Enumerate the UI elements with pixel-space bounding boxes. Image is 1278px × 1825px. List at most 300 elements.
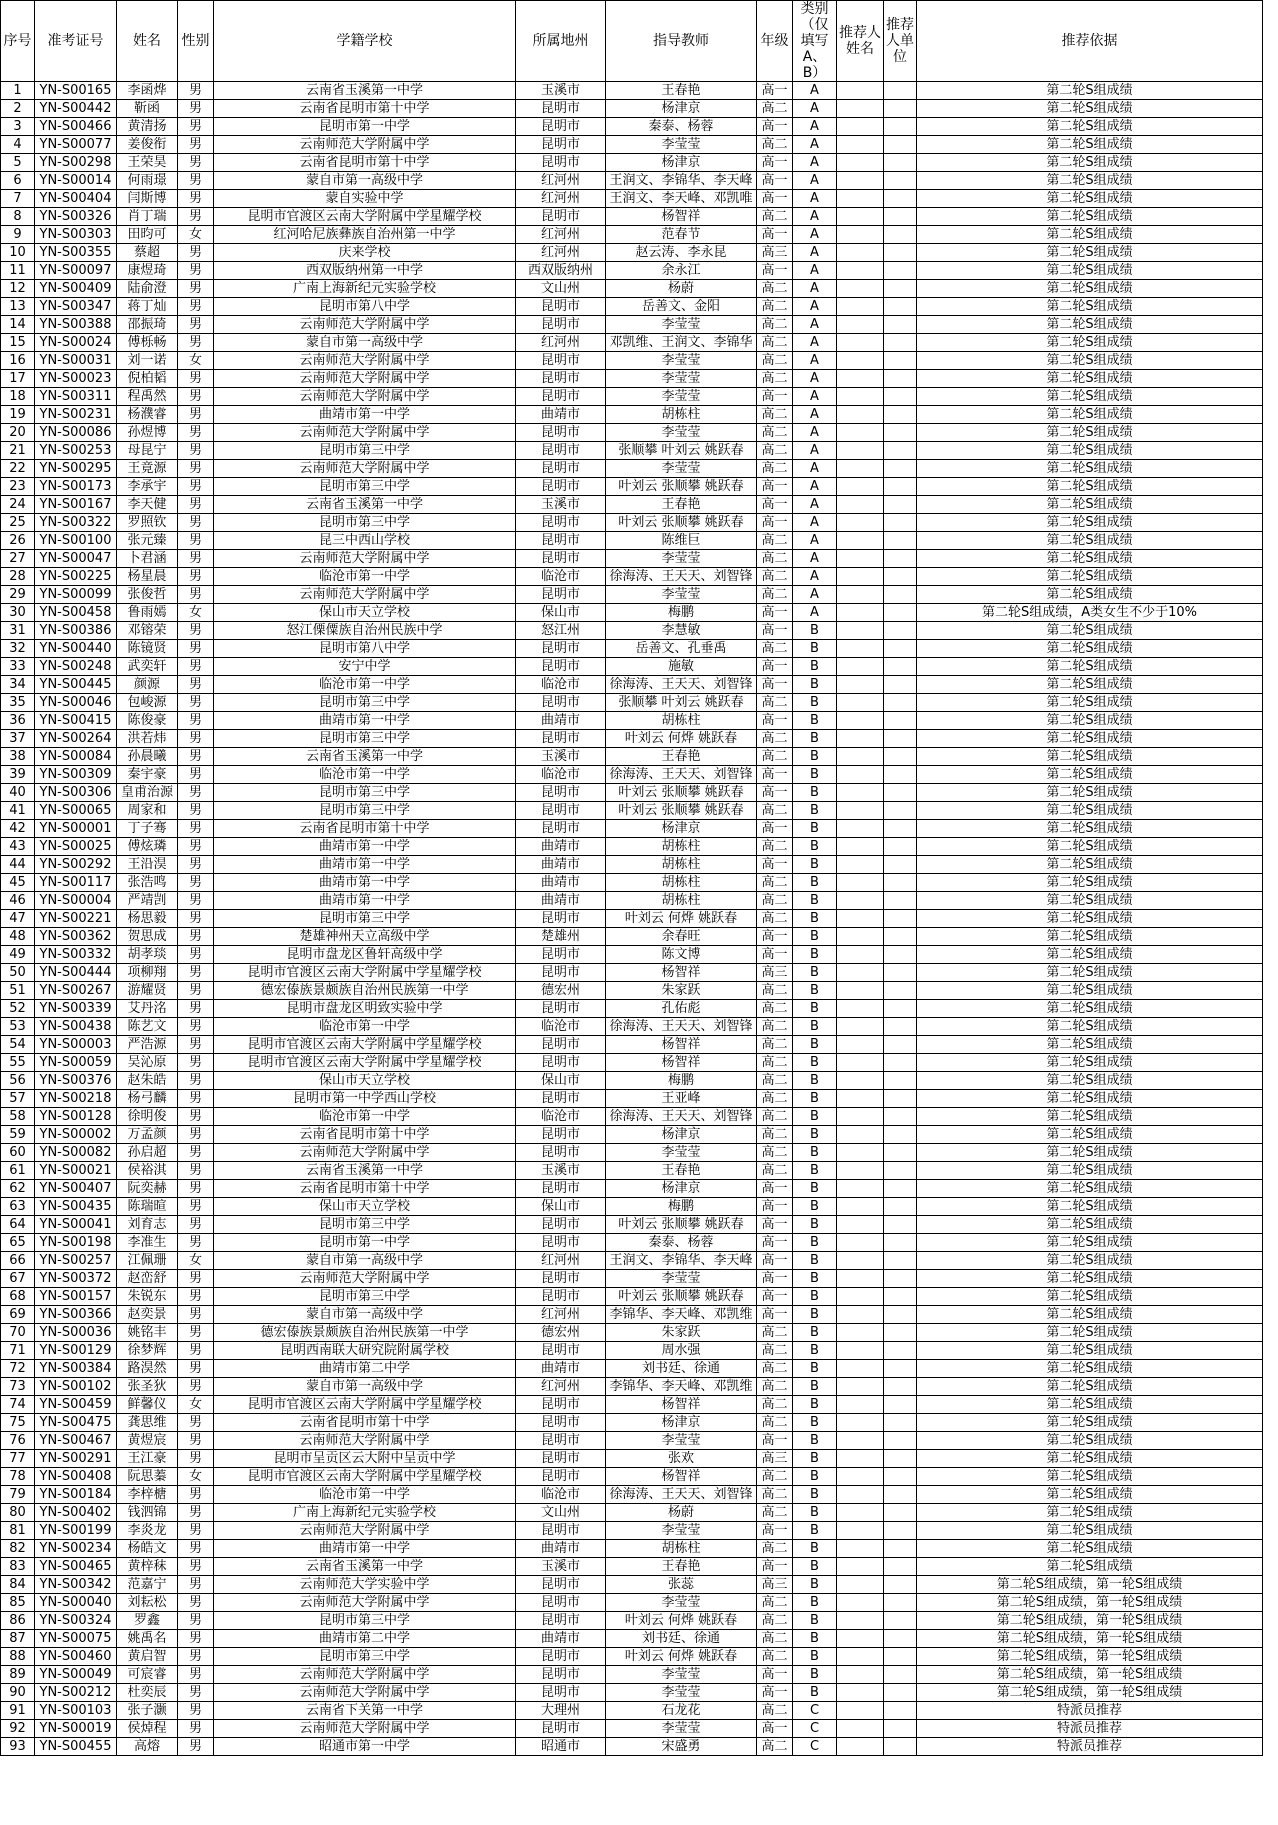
col-school-cell: 昆明市第三中学 <box>214 1612 516 1630</box>
col-school-cell: 昆明市官渡区云南大学附属中学星耀学校 <box>214 1054 516 1072</box>
col-school-cell: 曲靖市第一中学 <box>214 406 516 424</box>
col-school-cell: 庆来学校 <box>214 244 516 262</box>
col-basis-cell: 第二轮S组成绩，第一轮S组成绩 <box>917 1684 1263 1702</box>
col-recommender-name-cell <box>837 1360 884 1378</box>
col-index-cell: 70 <box>1 1324 35 1342</box>
col-recommender-name-cell <box>837 1684 884 1702</box>
col-teacher-cell: 王春艳 <box>606 82 757 100</box>
col-grade-cell: 高二 <box>757 370 793 388</box>
col-school-cell: 广南上海新纪元实验学校 <box>214 1504 516 1522</box>
col-school-cell: 云南省玉溪第一中学 <box>214 1162 516 1180</box>
col-recommender-unit-cell <box>884 1360 917 1378</box>
col-recommender-name-cell <box>837 406 884 424</box>
col-index-cell: 92 <box>1 1720 35 1738</box>
col-index-cell: 55 <box>1 1054 35 1072</box>
col-name-cell: 罗鑫 <box>117 1612 178 1630</box>
col-region-cell: 昆明市 <box>516 1000 606 1018</box>
col-index-cell: 62 <box>1 1180 35 1198</box>
col-recommender-unit-cell <box>884 1072 917 1090</box>
col-exam-id-cell: YN-S00298 <box>35 154 117 172</box>
col-basis-cell: 第二轮S组成绩，第一轮S组成绩 <box>917 1666 1263 1684</box>
col-recommender-unit-cell <box>884 496 917 514</box>
col-index-cell: 77 <box>1 1450 35 1468</box>
col-teacher-cell: 李莹莹 <box>606 424 757 442</box>
col-teacher-cell: 李莹莹 <box>606 1684 757 1702</box>
col-gender-cell: 男 <box>178 1018 214 1036</box>
col-category-cell: B <box>793 1360 837 1378</box>
col-exam-id-cell: YN-S00036 <box>35 1324 117 1342</box>
col-recommender-unit-cell <box>884 1594 917 1612</box>
col-name-cell: 周家和 <box>117 802 178 820</box>
col-gender-cell: 男 <box>178 298 214 316</box>
col-region-cell: 昆明市 <box>516 532 606 550</box>
col-index-cell: 34 <box>1 676 35 694</box>
col-recommender-name-cell <box>837 1162 884 1180</box>
col-category-cell: B <box>793 1414 837 1432</box>
col-gender-cell: 男 <box>178 1720 214 1738</box>
col-name-cell: 杨思毅 <box>117 910 178 928</box>
col-basis-cell: 第二轮S组成绩 <box>917 1072 1263 1090</box>
col-category-cell: B <box>793 1144 837 1162</box>
col-basis-cell: 特派员推荐 <box>917 1702 1263 1720</box>
col-index-cell: 21 <box>1 442 35 460</box>
col-teacher-cell: 杨蔚 <box>606 280 757 298</box>
col-exam-id-cell: YN-S00292 <box>35 856 117 874</box>
col-category-cell: A <box>793 478 837 496</box>
col-recommender-name-cell <box>837 514 884 532</box>
col-region-cell: 玉溪市 <box>516 1558 606 1576</box>
col-recommender-unit-cell <box>884 1576 917 1594</box>
col-category-cell: B <box>793 1036 837 1054</box>
col-category-cell: A <box>793 442 837 460</box>
col-gender-cell: 男 <box>178 406 214 424</box>
table-row <box>1 532 1263 550</box>
col-gender-cell: 男 <box>178 1000 214 1018</box>
col-region-cell: 昆明市 <box>516 1396 606 1414</box>
col-category-cell: A <box>793 136 837 154</box>
col-name-cell: 赵奕景 <box>117 1306 178 1324</box>
col-grade-cell: 高一 <box>757 1558 793 1576</box>
col-name-cell: 肖丁瑞 <box>117 208 178 226</box>
table-row <box>1 1306 1263 1324</box>
col-grade-cell: 高一 <box>757 1684 793 1702</box>
table-row <box>1 1648 1263 1666</box>
col-index-cell: 38 <box>1 748 35 766</box>
col-school-cell: 昆明市第一中学 <box>214 1234 516 1252</box>
col-gender-cell: 男 <box>178 1054 214 1072</box>
col-teacher-cell: 叶刘云 何烨 姚跃春 <box>606 1648 757 1666</box>
table-row <box>1 1630 1263 1648</box>
col-teacher-cell: 秦泰、杨蓉 <box>606 1234 757 1252</box>
col-region-cell: 临沧市 <box>516 568 606 586</box>
col-region-cell: 昆明市 <box>516 478 606 496</box>
col-recommender-name-cell <box>837 748 884 766</box>
col-recommender-name-cell <box>837 1054 884 1072</box>
col-category-cell: A <box>793 406 837 424</box>
col-teacher-cell: 徐海涛、王天天、刘智锋 <box>606 676 757 694</box>
col-recommender-name-cell <box>837 1036 884 1054</box>
col-grade-cell: 高二 <box>757 1342 793 1360</box>
col-gender-cell: 男 <box>178 1414 214 1432</box>
col-name-cell: 姚铭丰 <box>117 1324 178 1342</box>
col-basis-cell: 第二轮S组成绩 <box>917 100 1263 118</box>
col-name-cell: 赵朱皓 <box>117 1072 178 1090</box>
col-recommender-unit-cell <box>884 1504 917 1522</box>
col-basis-cell: 第二轮S组成绩 <box>917 208 1263 226</box>
col-category-cell: A <box>793 172 837 190</box>
col-index-cell: 19 <box>1 406 35 424</box>
header-col-basis: 推荐依据 <box>917 1 1263 82</box>
col-school-cell: 昆明市第八中学 <box>214 640 516 658</box>
col-index-cell: 42 <box>1 820 35 838</box>
col-exam-id-cell: YN-S00366 <box>35 1306 117 1324</box>
col-basis-cell: 第二轮S组成绩 <box>917 1054 1263 1072</box>
col-region-cell: 保山市 <box>516 604 606 622</box>
table-row <box>1 1396 1263 1414</box>
col-category-cell: A <box>793 586 837 604</box>
col-school-cell: 安宁中学 <box>214 658 516 676</box>
col-teacher-cell: 叶刘云 何烨 姚跃春 <box>606 1612 757 1630</box>
col-category-cell: B <box>793 1072 837 1090</box>
col-school-cell: 云南师范大学附属中学 <box>214 1666 516 1684</box>
col-teacher-cell: 宋盛勇 <box>606 1738 757 1756</box>
col-name-cell: 吴沁原 <box>117 1054 178 1072</box>
col-school-cell: 昆明市官渡区云南大学附属中学星耀学校 <box>214 964 516 982</box>
col-recommender-unit-cell <box>884 1234 917 1252</box>
col-recommender-name-cell <box>837 1648 884 1666</box>
col-index-cell: 12 <box>1 280 35 298</box>
col-index-cell: 86 <box>1 1612 35 1630</box>
col-basis-cell: 第二轮S组成绩 <box>917 1468 1263 1486</box>
col-recommender-name-cell <box>837 1378 884 1396</box>
table-row <box>1 1558 1263 1576</box>
col-grade-cell: 高一 <box>757 190 793 208</box>
col-region-cell: 昆明市 <box>516 1684 606 1702</box>
col-recommender-name-cell <box>837 1324 884 1342</box>
col-grade-cell: 高二 <box>757 100 793 118</box>
col-school-cell: 云南师范大学附属中学 <box>214 1144 516 1162</box>
col-grade-cell: 高一 <box>757 712 793 730</box>
col-name-cell: 黄煜宸 <box>117 1432 178 1450</box>
col-recommender-unit-cell <box>884 1018 917 1036</box>
col-category-cell: C <box>793 1738 837 1756</box>
col-exam-id-cell: YN-S00326 <box>35 208 117 226</box>
col-gender-cell: 男 <box>178 280 214 298</box>
col-school-cell: 云南师范大学附属中学 <box>214 1432 516 1450</box>
col-recommender-unit-cell <box>884 676 917 694</box>
col-index-cell: 4 <box>1 136 35 154</box>
col-gender-cell: 男 <box>178 1288 214 1306</box>
col-index-cell: 76 <box>1 1432 35 1450</box>
col-recommender-name-cell <box>837 1468 884 1486</box>
header-col-name: 姓名 <box>117 1 178 82</box>
col-recommender-unit-cell <box>884 478 917 496</box>
col-grade-cell: 高二 <box>757 748 793 766</box>
col-school-cell: 蒙自市第一高级中学 <box>214 334 516 352</box>
col-index-cell: 85 <box>1 1594 35 1612</box>
col-exam-id-cell: YN-S00129 <box>35 1342 117 1360</box>
table-row <box>1 442 1263 460</box>
header-col-school: 学籍学校 <box>214 1 516 82</box>
col-exam-id-cell: YN-S00303 <box>35 226 117 244</box>
col-recommender-name-cell <box>837 1288 884 1306</box>
col-recommender-name-cell <box>837 1000 884 1018</box>
col-index-cell: 57 <box>1 1090 35 1108</box>
table-row <box>1 568 1263 586</box>
col-category-cell: B <box>793 1108 837 1126</box>
col-region-cell: 昆明市 <box>516 1468 606 1486</box>
col-exam-id-cell: YN-S00167 <box>35 496 117 514</box>
col-recommender-name-cell <box>837 424 884 442</box>
col-basis-cell: 第二轮S组成绩 <box>917 1558 1263 1576</box>
col-gender-cell: 女 <box>178 1468 214 1486</box>
col-recommender-unit-cell <box>884 118 917 136</box>
col-index-cell: 68 <box>1 1288 35 1306</box>
col-name-cell: 严浩源 <box>117 1036 178 1054</box>
col-region-cell: 曲靖市 <box>516 712 606 730</box>
col-recommender-unit-cell <box>884 964 917 982</box>
col-gender-cell: 女 <box>178 226 214 244</box>
col-name-cell: 胡孝琰 <box>117 946 178 964</box>
col-grade-cell: 高一 <box>757 1306 793 1324</box>
col-index-cell: 61 <box>1 1162 35 1180</box>
table-row <box>1 1072 1263 1090</box>
col-exam-id-cell: YN-S00386 <box>35 622 117 640</box>
col-recommender-unit-cell <box>884 1648 917 1666</box>
col-school-cell: 楚雄神州天立高级中学 <box>214 928 516 946</box>
col-name-cell: 田昀可 <box>117 226 178 244</box>
col-category-cell: B <box>793 1288 837 1306</box>
col-basis-cell: 第二轮S组成绩 <box>917 694 1263 712</box>
col-grade-cell: 高一 <box>757 1198 793 1216</box>
col-name-cell: 孙煜博 <box>117 424 178 442</box>
col-category-cell: A <box>793 82 837 100</box>
col-region-cell: 保山市 <box>516 1072 606 1090</box>
col-index-cell: 46 <box>1 892 35 910</box>
col-basis-cell: 第二轮S组成绩 <box>917 1216 1263 1234</box>
col-school-cell: 临沧市第一中学 <box>214 568 516 586</box>
col-name-cell: 靳函 <box>117 100 178 118</box>
col-category-cell: B <box>793 1594 837 1612</box>
col-region-cell: 昆明市 <box>516 1144 606 1162</box>
col-name-cell: 孙启超 <box>117 1144 178 1162</box>
col-recommender-name-cell <box>837 1252 884 1270</box>
col-exam-id-cell: YN-S00040 <box>35 1594 117 1612</box>
col-region-cell: 昆明市 <box>516 1036 606 1054</box>
col-recommender-name-cell <box>837 136 884 154</box>
col-grade-cell: 高二 <box>757 1486 793 1504</box>
col-basis-cell: 第二轮S组成绩 <box>917 640 1263 658</box>
col-school-cell: 西双版纳州第一中学 <box>214 262 516 280</box>
col-grade-cell: 高二 <box>757 1090 793 1108</box>
col-gender-cell: 男 <box>178 460 214 478</box>
col-school-cell: 云南省昆明市第十中学 <box>214 1180 516 1198</box>
col-index-cell: 56 <box>1 1072 35 1090</box>
col-region-cell: 昆明市 <box>516 658 606 676</box>
col-grade-cell: 高一 <box>757 1720 793 1738</box>
col-recommender-name-cell <box>837 1108 884 1126</box>
col-grade-cell: 高二 <box>757 910 793 928</box>
col-school-cell: 临沧市第一中学 <box>214 766 516 784</box>
col-grade-cell: 高二 <box>757 1000 793 1018</box>
col-basis-cell: 第二轮S组成绩 <box>917 1432 1263 1450</box>
table-row <box>1 766 1263 784</box>
col-teacher-cell: 张顺攀 叶刘云 姚跃春 <box>606 442 757 460</box>
col-region-cell: 昆明市 <box>516 154 606 172</box>
col-index-cell: 64 <box>1 1216 35 1234</box>
col-school-cell: 云南省昆明市第十中学 <box>214 1126 516 1144</box>
table-row <box>1 1612 1263 1630</box>
col-recommender-name-cell <box>837 1738 884 1756</box>
col-gender-cell: 男 <box>178 136 214 154</box>
col-region-cell: 怒江州 <box>516 622 606 640</box>
col-gender-cell: 男 <box>178 1270 214 1288</box>
col-recommender-unit-cell <box>884 892 917 910</box>
col-school-cell: 昆明市第三中学 <box>214 694 516 712</box>
col-exam-id-cell: YN-S00117 <box>35 874 117 892</box>
col-teacher-cell: 胡栋柱 <box>606 874 757 892</box>
col-grade-cell: 高三 <box>757 1450 793 1468</box>
col-recommender-unit-cell <box>884 352 917 370</box>
col-school-cell: 云南省玉溪第一中学 <box>214 82 516 100</box>
col-index-cell: 75 <box>1 1414 35 1432</box>
table-row <box>1 1036 1263 1054</box>
col-teacher-cell: 杨津京 <box>606 1126 757 1144</box>
col-category-cell: A <box>793 226 837 244</box>
col-grade-cell: 高一 <box>757 622 793 640</box>
col-teacher-cell: 杨津京 <box>606 100 757 118</box>
col-index-cell: 60 <box>1 1144 35 1162</box>
col-recommender-unit-cell <box>884 1450 917 1468</box>
col-name-cell: 杨皓文 <box>117 1540 178 1558</box>
col-region-cell: 昆明市 <box>516 946 606 964</box>
col-teacher-cell: 李莹莹 <box>606 352 757 370</box>
col-gender-cell: 男 <box>178 1306 214 1324</box>
col-category-cell: A <box>793 460 837 478</box>
col-school-cell: 昆明市盘龙区鲁轩高级中学 <box>214 946 516 964</box>
col-index-cell: 3 <box>1 118 35 136</box>
table-row <box>1 82 1263 100</box>
col-basis-cell: 第二轮S组成绩 <box>917 1126 1263 1144</box>
col-gender-cell: 男 <box>178 1738 214 1756</box>
col-index-cell: 54 <box>1 1036 35 1054</box>
col-region-cell: 昆明市 <box>516 586 606 604</box>
table-row <box>1 1450 1263 1468</box>
col-region-cell: 德宏州 <box>516 982 606 1000</box>
col-category-cell: A <box>793 154 837 172</box>
col-gender-cell: 男 <box>178 1540 214 1558</box>
col-region-cell: 曲靖市 <box>516 1630 606 1648</box>
col-name-cell: 赵峦舒 <box>117 1270 178 1288</box>
col-category-cell: B <box>793 1180 837 1198</box>
col-index-cell: 44 <box>1 856 35 874</box>
col-teacher-cell: 李莹莹 <box>606 1720 757 1738</box>
col-exam-id-cell: YN-S00306 <box>35 784 117 802</box>
col-recommender-name-cell <box>837 1414 884 1432</box>
col-index-cell: 17 <box>1 370 35 388</box>
col-school-cell: 昆明市盘龙区明致实验中学 <box>214 1000 516 1018</box>
col-name-cell: 龚思维 <box>117 1414 178 1432</box>
col-category-cell: B <box>793 766 837 784</box>
col-name-cell: 朱锐东 <box>117 1288 178 1306</box>
col-category-cell: B <box>793 1054 837 1072</box>
col-gender-cell: 男 <box>178 1216 214 1234</box>
col-region-cell: 曲靖市 <box>516 874 606 892</box>
col-grade-cell: 高一 <box>757 1180 793 1198</box>
col-teacher-cell: 杨智祥 <box>606 1054 757 1072</box>
col-teacher-cell: 王春艳 <box>606 748 757 766</box>
col-recommender-name-cell <box>837 460 884 478</box>
col-teacher-cell: 徐海涛、王天天、刘智锋 <box>606 568 757 586</box>
col-region-cell: 昆明市 <box>516 1576 606 1594</box>
col-region-cell: 昆明市 <box>516 370 606 388</box>
col-region-cell: 西双版纳州 <box>516 262 606 280</box>
col-gender-cell: 男 <box>178 208 214 226</box>
col-recommender-name-cell <box>837 712 884 730</box>
col-recommender-name-cell <box>837 298 884 316</box>
col-recommender-name-cell <box>837 1702 884 1720</box>
col-gender-cell: 男 <box>178 1108 214 1126</box>
col-basis-cell: 第二轮S组成绩 <box>917 316 1263 334</box>
col-category-cell: B <box>793 820 837 838</box>
col-basis-cell: 第二轮S组成绩 <box>917 568 1263 586</box>
col-grade-cell: 高一 <box>757 496 793 514</box>
col-recommender-name-cell <box>837 1126 884 1144</box>
col-index-cell: 20 <box>1 424 35 442</box>
col-school-cell: 昆明市第三中学 <box>214 802 516 820</box>
col-recommender-name-cell <box>837 1216 884 1234</box>
col-basis-cell: 第二轮S组成绩 <box>917 1144 1263 1162</box>
col-teacher-cell: 叶刘云 何烨 姚跃春 <box>606 910 757 928</box>
col-gender-cell: 男 <box>178 586 214 604</box>
col-region-cell: 昆明市 <box>516 1054 606 1072</box>
col-name-cell: 姜俊衔 <box>117 136 178 154</box>
col-exam-id-cell: YN-S00065 <box>35 802 117 820</box>
col-gender-cell: 男 <box>178 532 214 550</box>
col-recommender-name-cell <box>837 208 884 226</box>
col-school-cell: 昆明市第三中学 <box>214 1216 516 1234</box>
col-name-cell: 李承宇 <box>117 478 178 496</box>
col-recommender-unit-cell <box>884 460 917 478</box>
col-index-cell: 67 <box>1 1270 35 1288</box>
col-region-cell: 曲靖市 <box>516 1540 606 1558</box>
col-school-cell: 曲靖市第一中学 <box>214 892 516 910</box>
col-recommender-name-cell <box>837 874 884 892</box>
col-category-cell: B <box>793 1162 837 1180</box>
col-recommender-unit-cell <box>884 442 917 460</box>
col-basis-cell: 第二轮S组成绩 <box>917 982 1263 1000</box>
col-recommender-name-cell <box>837 982 884 1000</box>
col-exam-id-cell: YN-S00311 <box>35 388 117 406</box>
col-index-cell: 47 <box>1 910 35 928</box>
col-recommender-name-cell <box>837 766 884 784</box>
col-grade-cell: 高一 <box>757 118 793 136</box>
col-school-cell: 昭通市第一中学 <box>214 1738 516 1756</box>
col-grade-cell: 高二 <box>757 1612 793 1630</box>
col-gender-cell: 男 <box>178 1576 214 1594</box>
col-name-cell: 陈俊豪 <box>117 712 178 730</box>
col-index-cell: 50 <box>1 964 35 982</box>
col-basis-cell: 第二轮S组成绩 <box>917 1000 1263 1018</box>
col-name-cell: 刘一诺 <box>117 352 178 370</box>
col-recommender-unit-cell <box>884 388 917 406</box>
col-teacher-cell: 朱家跃 <box>606 1324 757 1342</box>
col-exam-id-cell: YN-S00082 <box>35 1144 117 1162</box>
col-teacher-cell: 徐海涛、王天天、刘智锋 <box>606 1108 757 1126</box>
col-recommender-name-cell <box>837 1540 884 1558</box>
col-name-cell: 王荣昊 <box>117 154 178 172</box>
col-basis-cell: 第二轮S组成绩 <box>917 244 1263 262</box>
